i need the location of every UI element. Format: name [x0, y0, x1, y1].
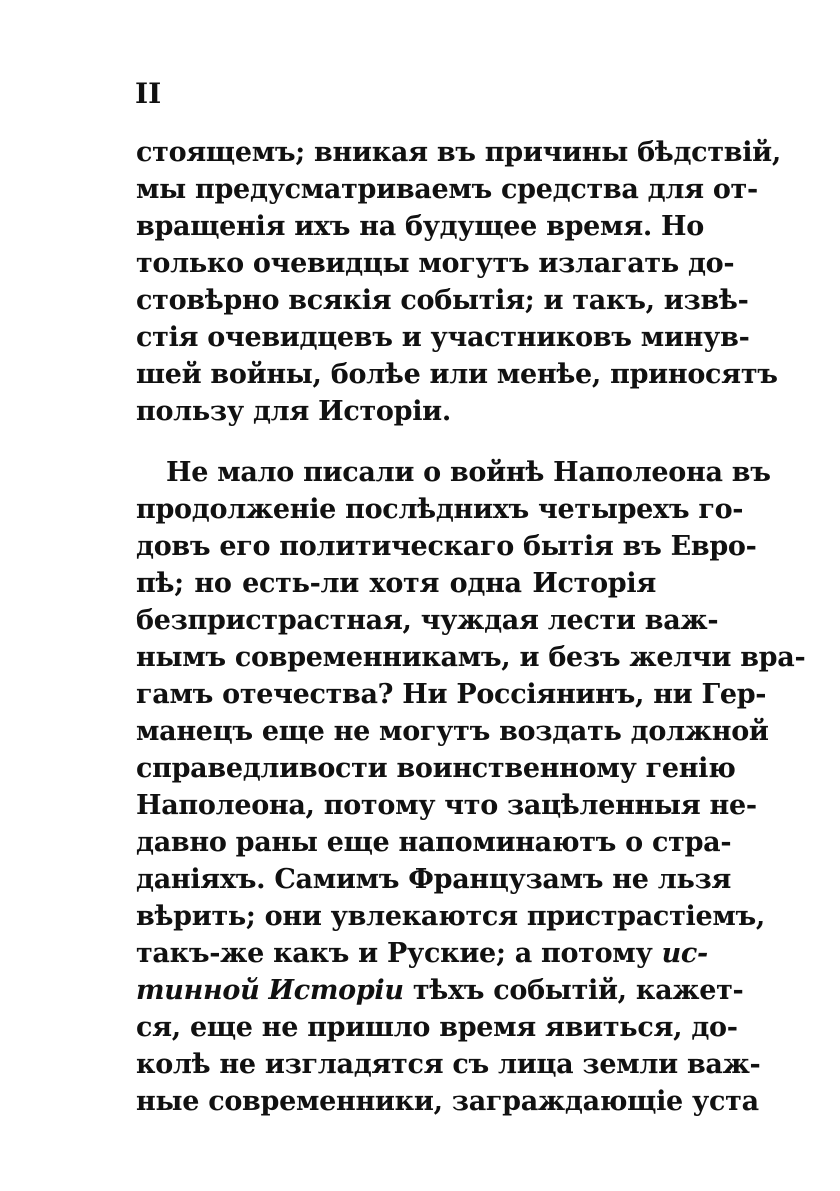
text-line: гамъ отечества? Ни Россіянинъ, ни Гер- [136, 679, 767, 710]
text-line: пользу для Исторіи. [136, 396, 451, 427]
text-line: давно раны еще напоминаютъ о стра- [136, 827, 732, 858]
text-line: шей войны, болѣе или менѣе, приносятъ [136, 359, 778, 390]
text-line: только очевидцы могутъ излагать до- [136, 248, 735, 279]
page-body [136, 134, 806, 1120]
text-line: вѣрить; они увлекаются пристрастіемъ, [136, 901, 766, 932]
text-line: нымъ современникамъ, и безъ желчи вра- [136, 642, 806, 673]
text-line: пѣ; но есть-ли хотя одна Исторія [136, 568, 656, 599]
text-line: Наполеона, потому что зацѣленныя не- [136, 790, 757, 821]
text-line: мы предусматриваемъ средства для от- [136, 174, 758, 205]
italic-text: ис- [661, 938, 708, 969]
text-segment: тѣхъ событій, кажет- [412, 975, 744, 1006]
page-number: II [135, 77, 162, 110]
text-line: стія очевидцевъ и участниковъ минув- [136, 322, 750, 353]
text-line: продолженіе послѣднихъ четырехъ го- [136, 494, 744, 525]
text-line: безпристрастная, чуждая лести важ- [136, 605, 719, 636]
text-line: справедливости воинственному генію [136, 753, 736, 784]
text-line: вращенія ихъ на будущее время. Но [136, 211, 704, 242]
text-line-mixed [136, 972, 744, 1009]
text-line-mixed [136, 935, 708, 972]
italic-text: Исторіи [268, 975, 404, 1006]
text-line: колѣ не изгладятся съ лица земли важ- [136, 1049, 761, 1080]
text-line: Не мало писали о войнѣ Наполеона въ [166, 457, 771, 488]
paragraph-gap [136, 430, 656, 454]
text-line: стоящемъ; вникая въ причины бѣдствій, [136, 137, 781, 168]
text-line: ные современники, заграждающіе уста [136, 1086, 759, 1117]
italic-text: тинной [136, 975, 260, 1006]
text-line: довъ его политическаго бытія въ Евро- [136, 531, 757, 562]
text-line: даніяхъ. Самимъ Французамъ не льзя [136, 864, 732, 895]
text-segment: такъ-же какъ и Руские; а потому [136, 938, 653, 969]
text-line: ся, еще не пришло время явиться, до- [136, 1012, 738, 1043]
text-line: стовѣрно всякія событія; и такъ, извѣ- [136, 285, 749, 316]
text-line: манецъ еще не могутъ воздать должной [136, 716, 769, 747]
